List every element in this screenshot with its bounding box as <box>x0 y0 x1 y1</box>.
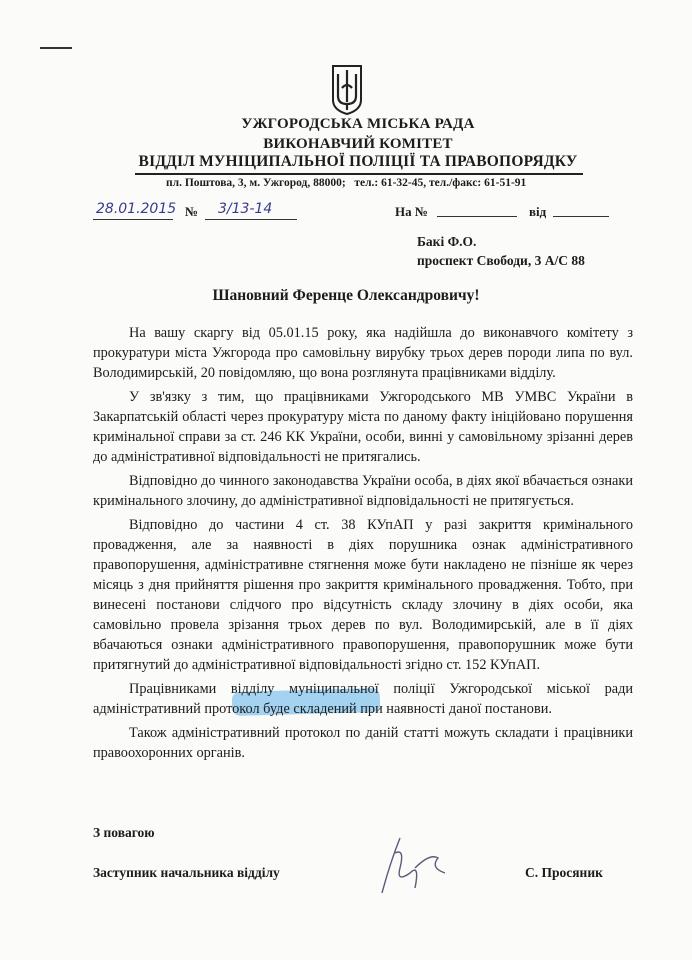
margin-mark <box>40 47 72 49</box>
org-name: УЖГОРОДСЬКА МІСЬКА РАДА <box>241 116 475 132</box>
signer-name: С. Просяник <box>525 865 603 880</box>
outgoing-date: 28.01.2015 <box>96 201 177 217</box>
org-department: ВІДДІЛ МУНІЦИПАЛЬНОЇ ПОЛІЦІЇ ТА ПРАВОПОРЯДКУ <box>138 153 578 170</box>
from-label: від <box>529 204 547 219</box>
recipient-address: проспект Свободи, 3 А/С 88 <box>417 253 585 268</box>
paragraph: Працівниками відділу муніципальної поліції Ужгородської міської ради адміністративний протокол буде складений при наявності даної постанови. <box>93 681 633 717</box>
paragraph: Відповідно до частини 4 ст. 38 КУпАП у разі закриття кримінального провадження, але за наявності в діях порушника ознак адміністративного правопорушення, адміністративне стягнення може бути накладено не пізніше як через місяць з дня прийняття рішення про закриття кримінального провадження. Тобто, при винесені постанови слідчого про відсутність складу злочину в діях особи, яка самовільно провела зрізання трьох дерев по вул. Володимирській, але в її діях вбачаються ознаки адміністративного правопорушення, правопорушник може бути притягнутий до адміністративної відповідальності згідно ст. 152 КУпАП. <box>93 517 633 673</box>
org-committee: ВИКОНАВЧИЙ КОМІТЕТ <box>263 136 453 152</box>
recipient-name: Бакі Ф.О. <box>417 234 477 249</box>
number-underline <box>205 219 297 220</box>
from-blank <box>553 216 609 217</box>
coat-of-arms-icon <box>330 62 364 116</box>
letter-body <box>93 323 633 767</box>
on-number-blank <box>437 216 517 217</box>
greeting: Шановний Ференце Олександровичу! <box>212 287 480 304</box>
org-address: пл. Поштова, 3, м. Ужгород, 88000; тел.: 61-32-45, тел./факс: 61-51-91 <box>166 177 527 189</box>
closing-regards: З повагою <box>93 825 155 840</box>
reference-fields <box>395 204 547 220</box>
paragraph: На вашу скаргу від 05.01.15 року, яка надійшла до виконавчого комітету з прокуратури міста Ужгорода про самовільну вирубку трьох дерев породи липа по вул. Володимирській, 20 повідомляю, що вона розглянута працівниками відділу. <box>93 325 633 381</box>
date-underline <box>93 219 173 220</box>
handwritten-signature <box>360 833 460 903</box>
on-number-label: На № <box>395 204 428 219</box>
number-label: № <box>185 204 199 219</box>
outgoing-number: 3/13-14 <box>218 201 273 217</box>
paragraph: Також адміністративний протокол по даній статті можуть складати і працівники правоохоронних органів. <box>93 725 633 761</box>
header-divider <box>135 173 583 175</box>
signer-position: Заступник начальника відділу <box>93 865 280 880</box>
paragraph: У зв'язку з тим, що працівниками Ужгородського МВ УМВС України в Закарпатській області через прокуратуру міста по даному факту ініційовано порушення кримінальної справи за ст. 246 КК України, особи, винні у самовільному зрізанні дерев до адміністративної відповідальності не притягались. <box>93 389 633 465</box>
paragraph: Відповідно до чинного законодавства України особа, в діях якої вбачається ознаки кримінального злочину, до адміністративної відповідальності не притягується. <box>93 473 633 509</box>
